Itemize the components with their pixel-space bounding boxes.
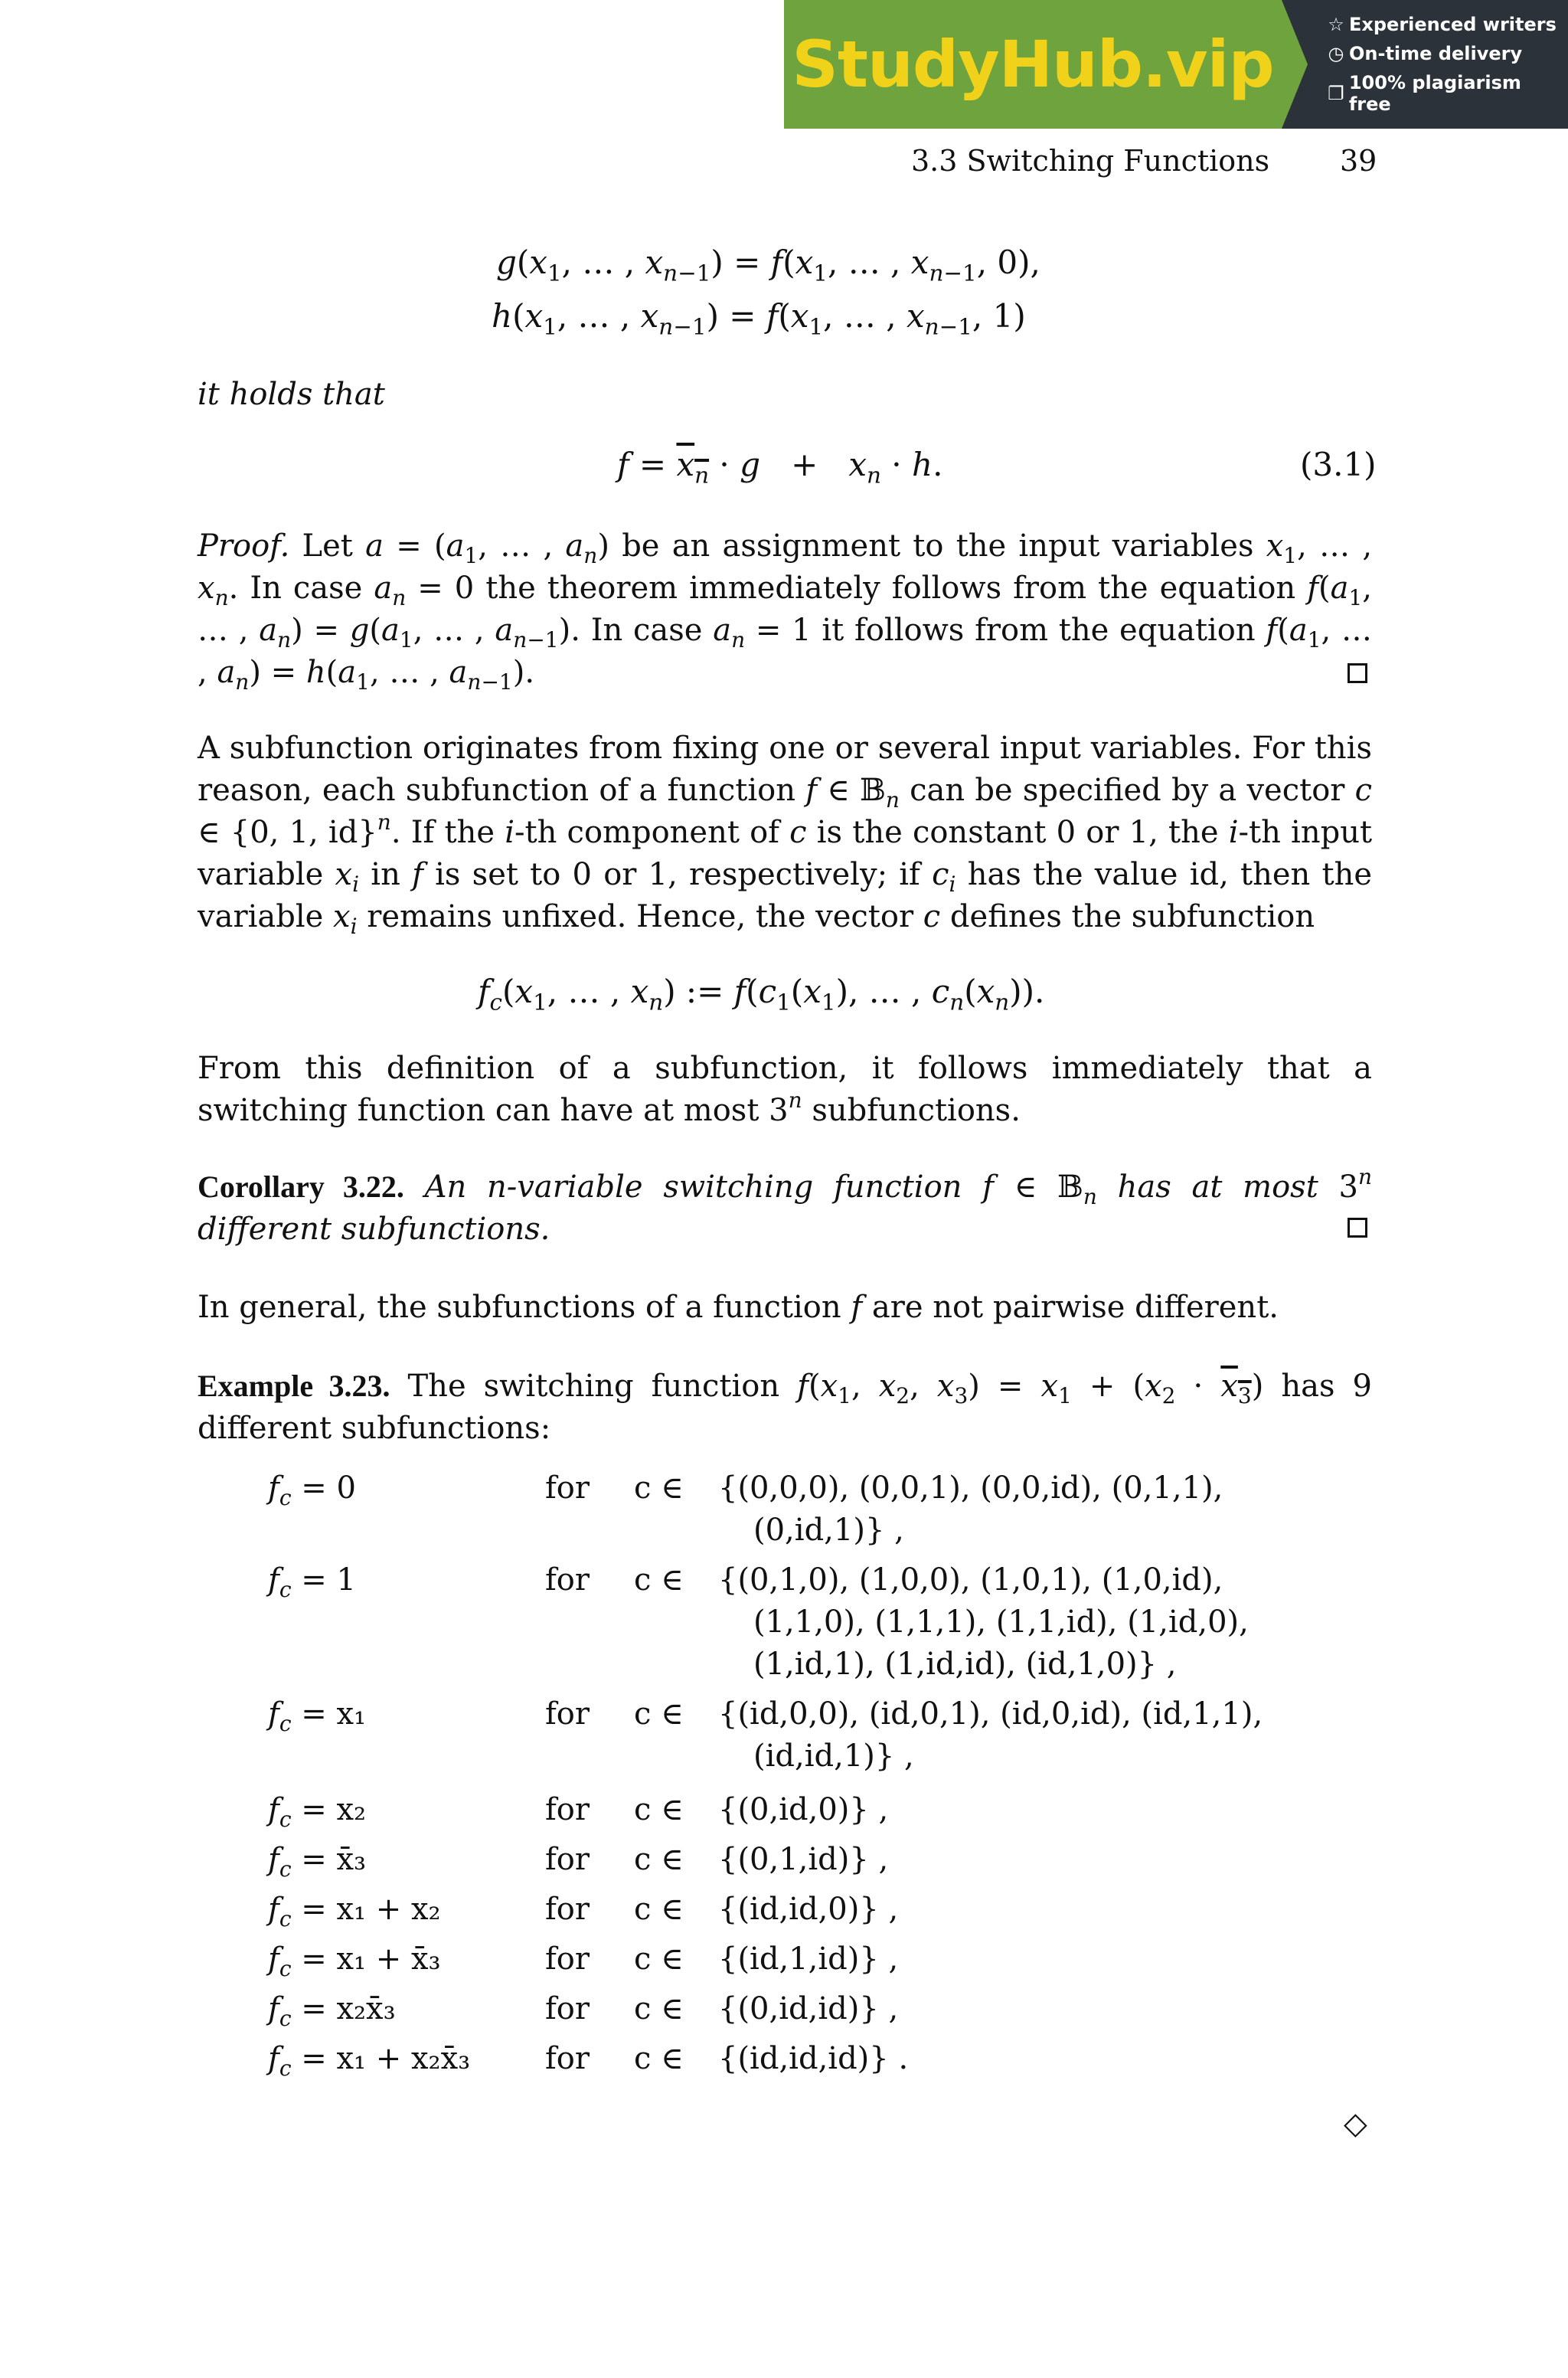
corollary-3-22: Corollary 3.22. An n-variable switching function f ∈ 𝔹$_n$ has at most 3$^n$ different subfunctions. bbox=[198, 1164, 1372, 1247]
page-number: 39 bbox=[1340, 144, 1377, 178]
definition-paragraph: From this definition of a subfunction, it follows immediately that a switching function can have at most 3$^n$ subfunctions. bbox=[198, 1051, 1372, 1128]
feature-item: ❐ 100% plagiarism free bbox=[1328, 72, 1521, 115]
equation-h: $h(x_1$, … , $x_{n-1}) = f(x_1$, … , $x_{n-1}$, 1) bbox=[492, 297, 1026, 340]
feature-list bbox=[1282, 0, 1568, 129]
feature-item: ◷ On-time delivery bbox=[1328, 43, 1523, 64]
brand-panel[interactable] bbox=[784, 0, 1282, 129]
end-of-example-diamond-icon: ◇ bbox=[1344, 2106, 1367, 2141]
banner-arrow-shape bbox=[1282, 0, 1308, 129]
general-paragraph: In general, the subfunctions of a function f are not pairwise different. bbox=[198, 1290, 1279, 1325]
equation-subfunction: $f_c(x_1$, … , $x_n$) := $f(c_1(x_1)$, … , $c_n(x_n)$). bbox=[478, 973, 1045, 1016]
example-3-23: Example 3.23. The switching function $f(x_1$, $x_2$, $x_3) = x_1 + (x_2 \cdot x_3)$ has 9 different subfunctions: bbox=[198, 1369, 1372, 1446]
brand-logo[interactable]: StudyHub.vip bbox=[792, 27, 1274, 102]
ad-banner[interactable] bbox=[784, 0, 1568, 129]
equation-label: (3.1) bbox=[1300, 446, 1377, 483]
star-icon: ☆ bbox=[1328, 14, 1344, 35]
subfunction-paragraph: A subfunction originates from fixing one or several input variables. For this reason, each subfunction of a function f ∈ 𝔹$_n$ can be specified by a vector c ∈ {0, 1, id}$^n$. If the i-th component of c is the constant 0 or 1, the i-th input variable $x_i$ in f is set to 0 or 1, respectively; if $c_i$ has the value id, then the variable $x_i$ remains unfixed. Hence, the vector c defines the subfunction bbox=[198, 731, 1373, 939]
feature-item: ☆ Experienced writers bbox=[1328, 14, 1557, 35]
equation-3-1: $f = x_n \cdot g + x_n \cdot h$. bbox=[617, 446, 943, 489]
qed-square-icon bbox=[1348, 1218, 1367, 1238]
running-head: 3.3 Switching Functions bbox=[911, 144, 1270, 178]
equation-g: $g(x_1$, … , $x_{n-1}) = f(x_1$, … , $x_{n-1}$, 0), bbox=[496, 244, 1040, 286]
proof-paragraph: Proof. Let $a = (a_1$, … , $a_n$) be an assignment to the input variables $x_1$, … , $x_n$. In case $a_n = 0$ the theorem immediately follows from the equation $f(a_1$, … , $a_n) = g(a_1$, … , $a_{n-1}$). In case $a_n = 1$ it follows from the equation $f(a_1$, … , $a_n) = h(a_1$, … , $a_{n-1}$). bbox=[198, 528, 1373, 695]
it-holds-that: it holds that bbox=[198, 377, 385, 412]
clock-icon: ◷ bbox=[1328, 43, 1344, 64]
copy-icon: ❐ bbox=[1328, 83, 1344, 104]
qed-square-icon bbox=[1348, 663, 1367, 683]
